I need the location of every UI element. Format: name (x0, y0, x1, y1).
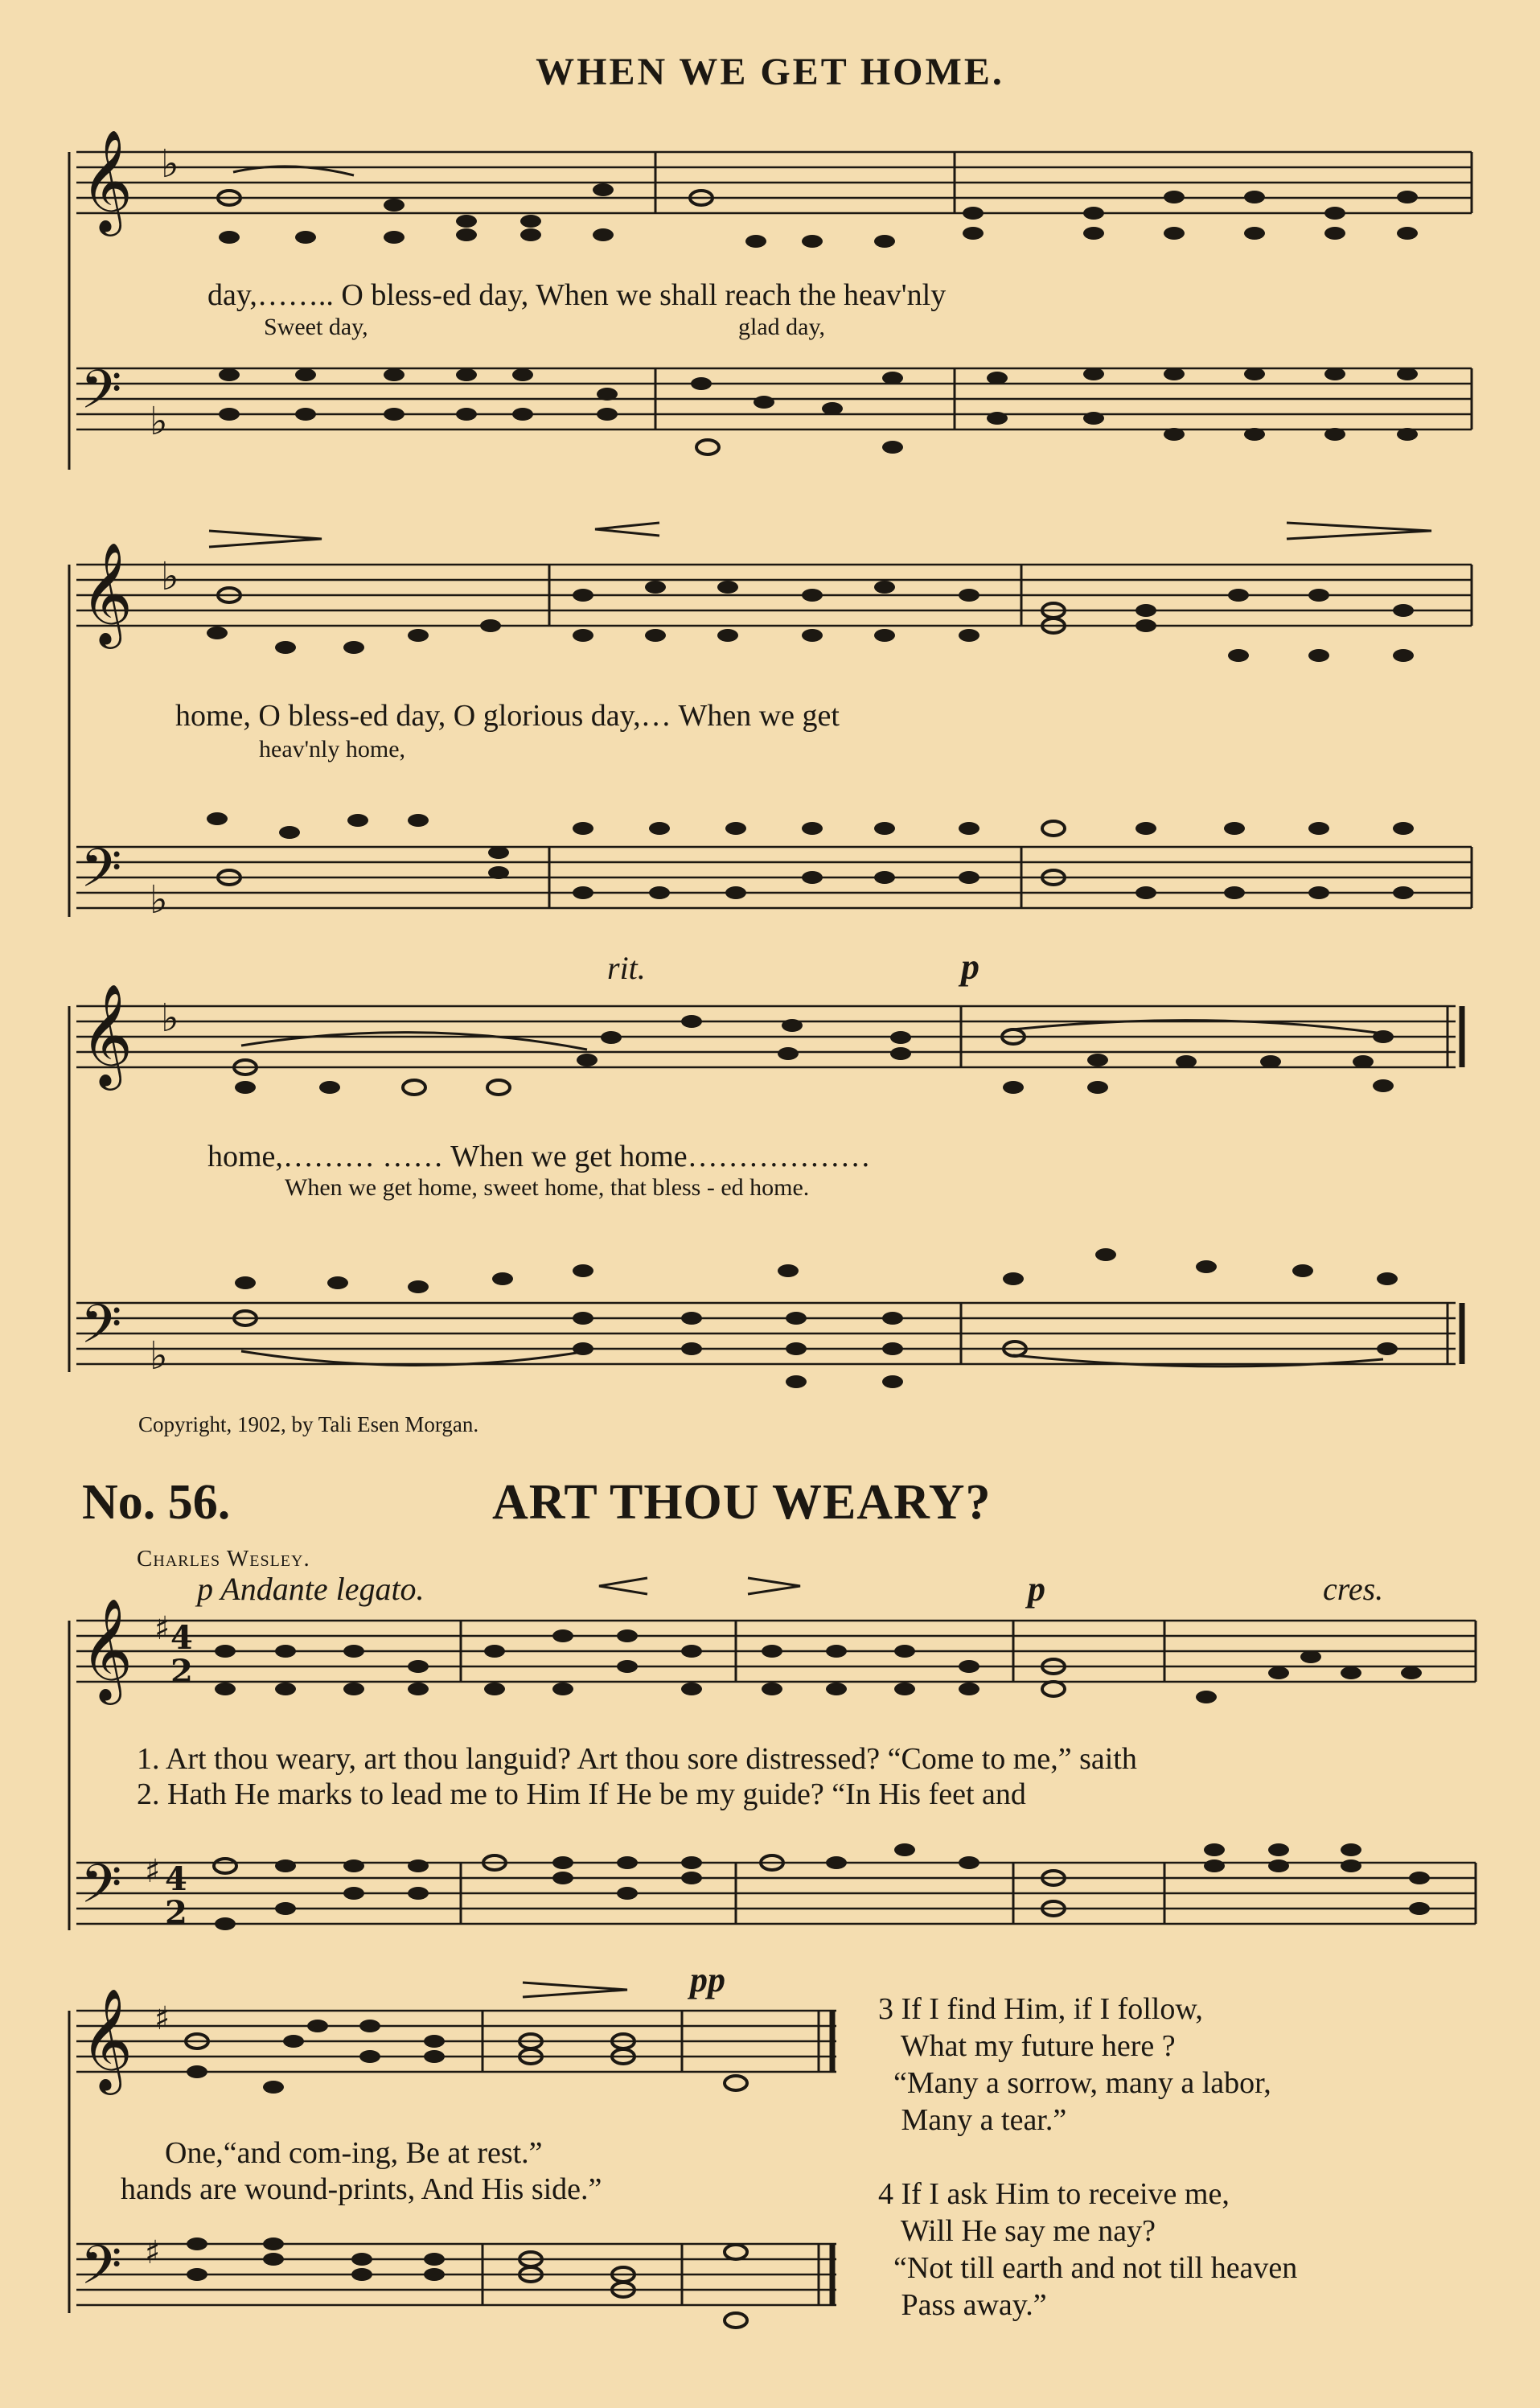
svg-text:𝄢: 𝄢 (80, 1293, 122, 1368)
svg-text:𝄢: 𝄢 (80, 837, 122, 912)
svg-text:♭: ♭ (150, 1333, 168, 1379)
svg-text:♯: ♯ (145, 1853, 161, 1890)
svg-text:♭: ♭ (161, 554, 179, 599)
rit-marking: rit. (607, 950, 646, 986)
hymn-verse-1-line-1: 1. Art thou weary, art thou languid? Art thou sore distressed? “Come to me,” saith (137, 1742, 1137, 1776)
bass-time-sig-bottom: 2 (165, 1894, 187, 1932)
crescendo-marking: cres. (1323, 1571, 1384, 1607)
author-name: Charles Wesley. (137, 1546, 310, 1572)
hymn-verse-2-line-1: 2. Hath He marks to lead me to Him If He be my guide? “In His feet and (137, 1777, 1026, 1811)
svg-text:𝄞: 𝄞 (80, 1987, 133, 2090)
svg-text:♯: ♯ (145, 2234, 161, 2271)
svg-text:♭: ♭ (161, 996, 179, 1041)
copyright-notice: Copyright, 1902, by Tali Esen Morgan. (138, 1412, 479, 1436)
piano-marking-2: p (1028, 1569, 1045, 1609)
pianissimo-marking: pp (690, 1960, 725, 1999)
svg-text:𝄞: 𝄞 (80, 541, 133, 644)
svg-text:♭: ♭ (150, 399, 168, 444)
svg-text:𝄢: 𝄢 (80, 2234, 122, 2309)
hymn-verse-2-line-2: hands are wound-prints, And His side.” (121, 2172, 602, 2206)
svg-text:♭: ♭ (150, 877, 168, 923)
system-1-lyric: day,…….. O bless-ed day, When we shall reach the heav'nly (207, 278, 947, 312)
svg-text:𝄢: 𝄢 (80, 1853, 122, 1928)
hymn-number: No. 56. (82, 1475, 231, 1530)
time-sig-top: 4 (170, 1619, 193, 1657)
system-3-lyric: home,……… …… When we get home……………… (207, 1140, 871, 1173)
system-1-lyric-sub-b: glad day, (738, 314, 826, 340)
svg-text:𝄞: 𝄞 (80, 1597, 133, 1700)
system-2-lyric-sub: heav'nly home, (259, 736, 406, 762)
svg-text:𝄞: 𝄞 (80, 983, 133, 1086)
stanza-3: 3 If I find Him, if I follow, What my future here ? “Many a sorrow, many a labor, Many a tear.” (878, 1992, 1271, 2137)
bass-clef-icon: 𝄢 (80, 359, 122, 434)
svg-text:♯: ♯ (154, 1610, 170, 1647)
system-1-staves (0, 0, 1540, 483)
system-3-lyric-sub: When we get home, sweet home, that bless - ed home. (285, 1174, 810, 1201)
svg-text:♭: ♭ (161, 142, 179, 187)
system-1-lyric-sub-a: Sweet day, (264, 314, 368, 340)
hymn-title: ART THOU WEARY? (492, 1475, 992, 1530)
treble-clef-icon: 𝄞 (80, 129, 133, 232)
piano-marking: p (961, 946, 979, 987)
tempo-marking: p Andante legato. (197, 1571, 425, 1607)
time-sig-bottom: 2 (170, 1653, 193, 1691)
hymn-verse-1-line-2: One,“and com-ing, Be at rest.” (165, 2136, 543, 2170)
song-title: WHEN WE GET HOME. (536, 51, 1004, 93)
bass-time-sig-top: 4 (165, 1860, 187, 1898)
svg-text:♯: ♯ (154, 2000, 170, 2037)
system-2-lyric: home, O bless-ed day, O glorious day,… When we get (175, 699, 840, 733)
stanza-4: 4 If I ask Him to receive me, Will He say me nay? “Not till earth and not till heaven Pass away.” (878, 2177, 1298, 2322)
